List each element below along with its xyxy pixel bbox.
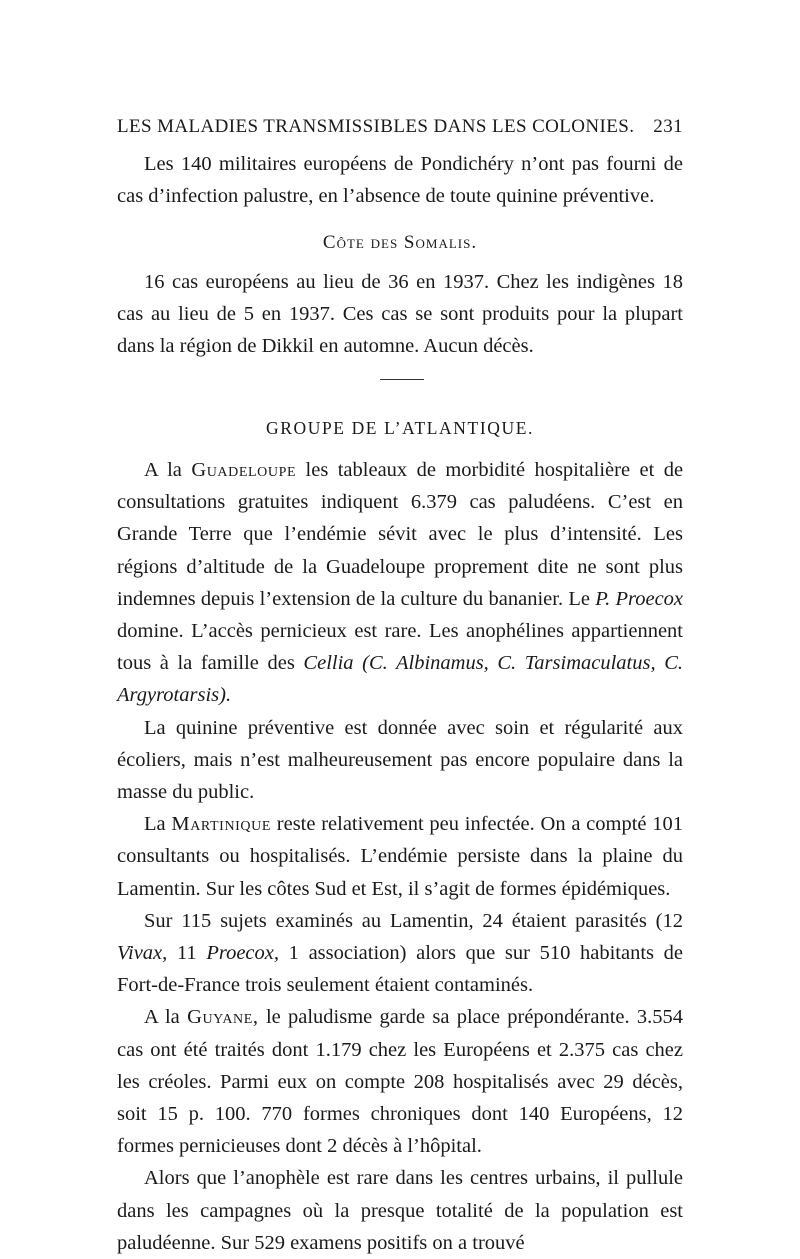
guadeloupe-proecox: P. Proecox — [595, 587, 684, 610]
lamentin-paragraph — [117, 905, 683, 1002]
martinique-lead: La — [144, 813, 166, 836]
lamentin-text-b: 11 — [176, 942, 197, 965]
section-heading-somalis: Côte des Somalis. — [322, 232, 478, 253]
lamentin-text-a: Sur 115 sujets examinés au Lamentin, 24 étaient parasités (12 — [144, 909, 683, 932]
lamentin-text-c: 1 association) alors que sur 510 habitants de Fort-de-France trois seulement étaient contaminés. — [117, 942, 684, 997]
guadeloupe-name: Guadeloupe — [191, 459, 297, 481]
lamentin-proecox: Proecox, — [206, 942, 280, 965]
guyane-text: le paludisme garde sa place prépondérante. 3.554 cas ont été traités dont 1.179 chez les Européens et 2.375 cas chez les créoles. Parmi eux on compte 208 hospitalisés avec 29 décès, soit 15 p. 100. 770 formes chroniques dont 140 Européens, 12 formes pernicieuses dont 2 décès à l’hôpital. — [117, 1006, 684, 1158]
martinique-text: reste relativement peu infectée. On a compté 101 consultants ou hospitalisés. L’endémie persiste dans la plaine du Lamentin. Sur les côtes Sud et Est, il s’agit de formes épidémiques. — [117, 813, 684, 900]
quinine-paragraph: La quinine préventive est donnée avec soin et régularité aux écoliers, mais n’est malheureusement pas encore populaire dans la masse du public. — [117, 716, 683, 804]
martinique-paragraph — [117, 808, 683, 905]
anophele-paragraph: Alors que l’anophèle est rare dans les centres urbains, il pullule dans les campagnes où la presque totalité de la population est paludéenne. Sur 529 examens positifs on a trouvé — [117, 1167, 683, 1254]
somalis-block — [117, 266, 683, 363]
guyane-name: Guyane, — [187, 1006, 259, 1029]
section-heading-atlantique: GROUPE DE L’ATLANTIQUE. — [265, 418, 534, 438]
guadeloupe-lead: A la — [144, 459, 182, 481]
guyane-lead: A la — [144, 1006, 180, 1029]
guadeloupe-text-b: domine. L’accès pernicieux est rare. Les anophélines appartiennent tous à la famille des — [117, 620, 683, 675]
guyane-paragraph — [117, 1001, 683, 1162]
section-divider — [380, 379, 424, 380]
page-number: 231 — [653, 116, 683, 137]
intro-block — [117, 148, 683, 212]
lamentin-vivax: Vivax, — [117, 942, 168, 965]
guadeloupe-species: Cellia (C. Albinamus, C. Tarsimaculatus, C. Argyrotarsis). — [117, 652, 683, 707]
running-title: LES MALADIES TRANSMISSIBLES DANS LES COLONIES. — [117, 116, 635, 137]
guadeloupe-paragraph — [117, 454, 683, 712]
running-header — [117, 116, 683, 138]
martinique-name: Martinique — [171, 813, 271, 836]
somalis-paragraph: 16 cas européens au lieu de 36 en 1937. Chez les indigènes 18 cas au lieu de 5 en 1937. Ces cas se sont produits pour la plupart dans la région de Dikkil en automne. Aucun décès. — [117, 271, 683, 358]
atlantique-block — [117, 454, 683, 1259]
guadeloupe-text-a: les tableaux de morbidité hospitalière et de consultations gratuites indiquent 6.379 cas paludéens. C’est en Grande Terre que l’endémie sévit avec le plus d’intensité. Les régions d’altitude de la Guadeloupe proprement dite ne sont plus indemnes depuis l’extension de la culture du bananier. Le — [117, 459, 684, 610]
intro-paragraph: Les 140 militaires européens de Pondichéry n’ont pas fourni de cas d’infection palustre, en l’absence de toute quinine préventive. — [117, 153, 683, 208]
